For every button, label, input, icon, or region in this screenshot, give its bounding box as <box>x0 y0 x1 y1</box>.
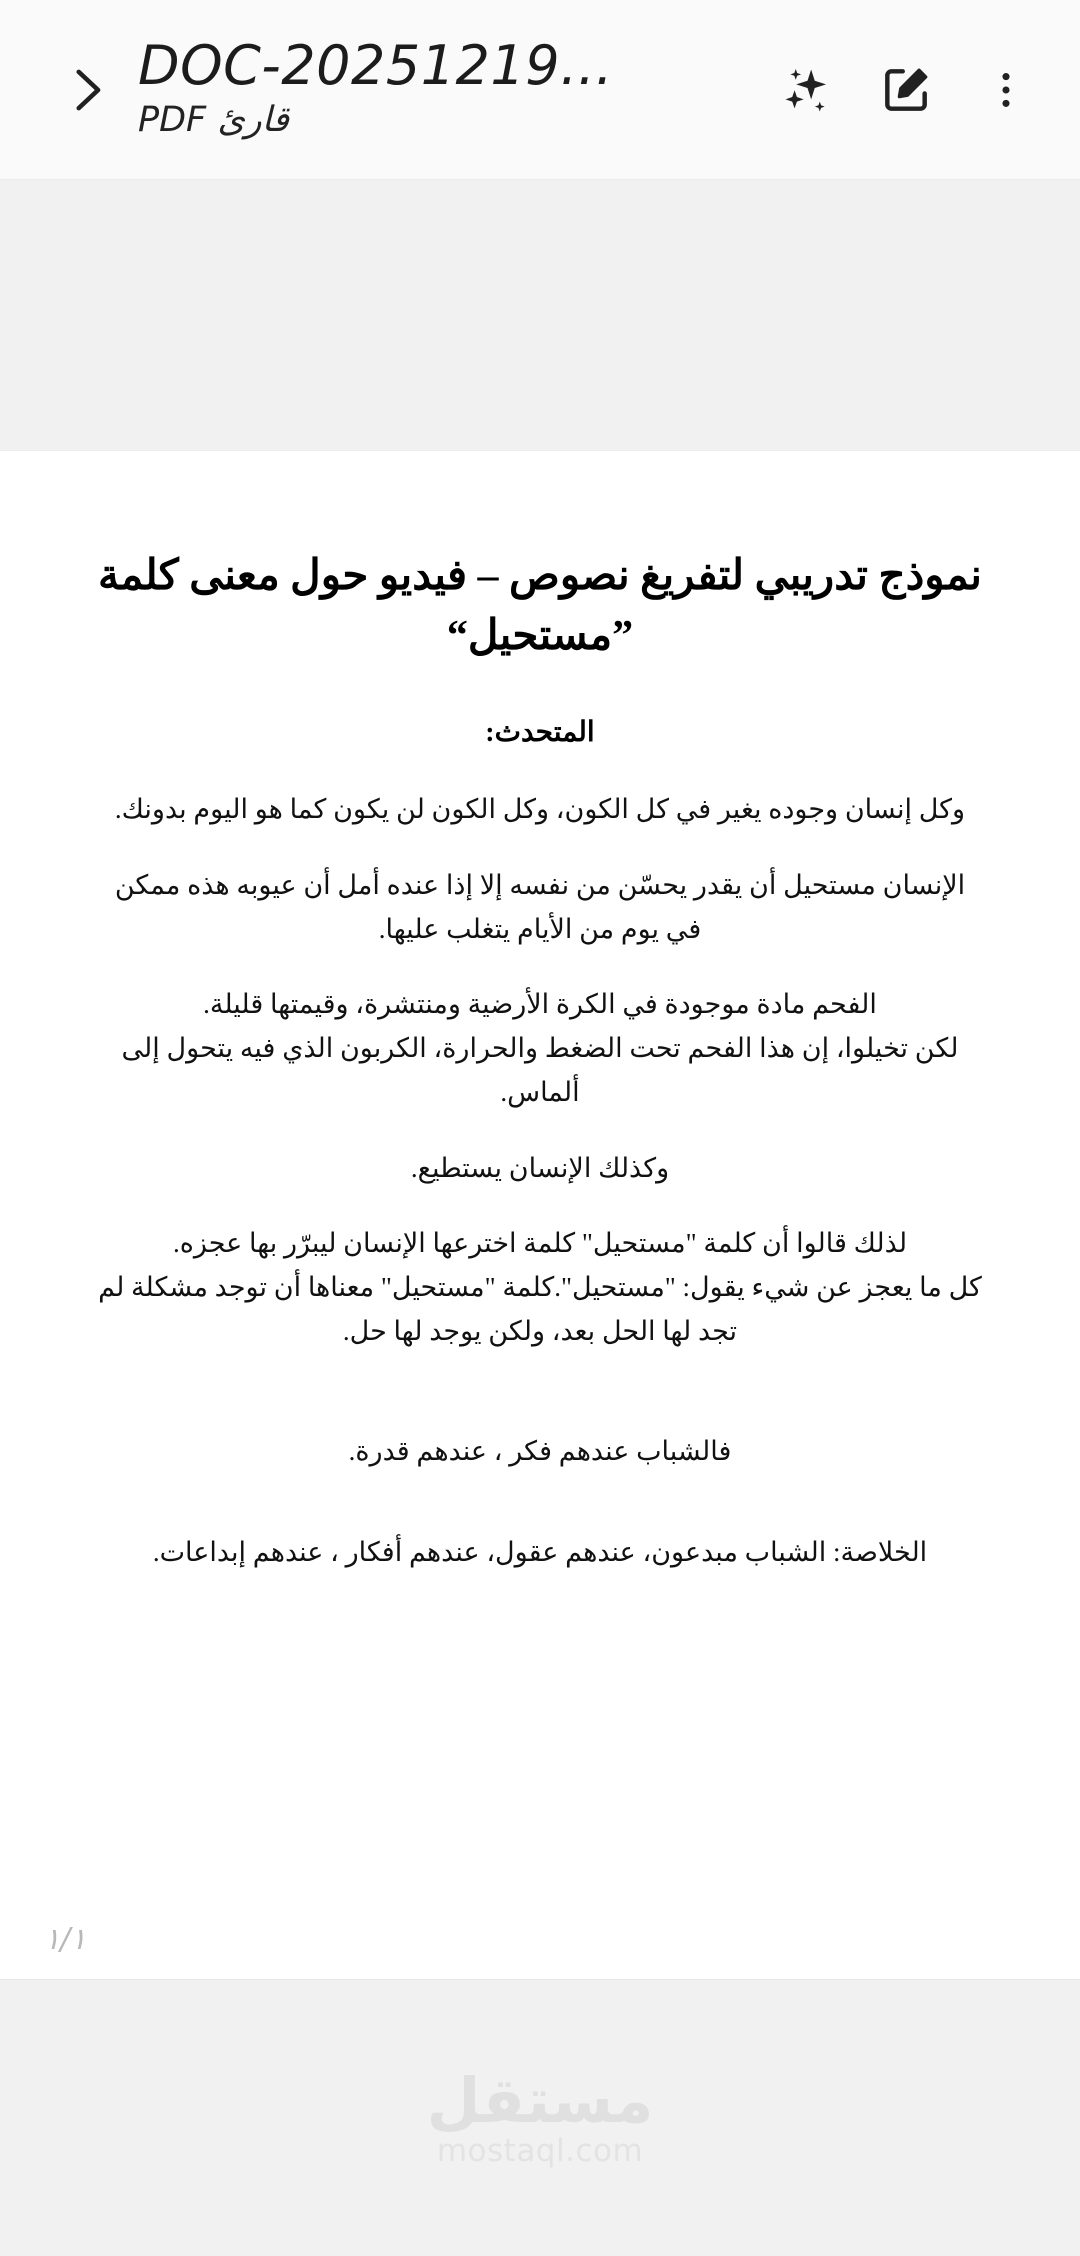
watermark-arabic-text: مستقل <box>426 2063 654 2137</box>
document-heading: نموذج تدريبي لتفريغ نصوص – فيديو حول معنى كلمة ”مستحيل“ <box>98 553 982 659</box>
document-paragraph: الخلاصة: الشباب مبدعون، عندهم عقول، عندهم أفكار ، عندهم إبداعات. <box>152 1537 928 1568</box>
document-paragraph: الإنسان مستحيل أن يقدر يحسّن من نفسه إلا إذا عنده أمل أن عيوبه هذه ممكن في يوم من الأيام يتغلب عليها. <box>114 869 966 944</box>
app-bar-navigation <box>40 44 132 136</box>
document-paragraph: فالشباب عندهم فكر ، عندهم قدرة. <box>348 1435 732 1466</box>
document-paragraph: وكل إنسان وجوده يغير في كل الكون، وكل الكون لن يكون كما هو اليوم بدونك. <box>114 794 966 825</box>
pdf-page-1[interactable] <box>0 450 1080 1980</box>
app-subtitle: قارئ PDF <box>138 100 290 141</box>
edit-square-icon <box>878 62 934 118</box>
app-bar-title-block <box>132 38 760 141</box>
document-paragraph: الفحم مادة موجودة في الكرة الأرضية ومنتشرة، وقيمتها قليلة. لكن تخيلوا، إن هذا الفحم تحت الضغط والحرارة، الكربون الذي فيه يتحول إلى ألماس. <box>121 989 959 1107</box>
edit-document-button[interactable] <box>860 44 952 136</box>
pdf-viewer[interactable] <box>0 180 1080 2256</box>
mostaql-watermark <box>426 2063 654 2169</box>
chevron-right-icon <box>57 61 115 119</box>
document-paragraph: وكذلك الإنسان يستطيع. <box>410 1152 670 1183</box>
document-file-name: DOC-20251219... <box>138 37 614 94</box>
document-paragraph: لذلك قالوا أن كلمة "مستحيل" كلمة اخترعها الإنسان ليبرّر بها عجزه. كل ما يعجز عن شيء يقول: "مستحيل".كلمة "مستحيل" معناها أن توجد مشكلة لم تجد لها الحل بعد، ولكن يوجد لها حل. <box>98 1228 982 1346</box>
watermark-domain-text: mostaql.com <box>436 2132 644 2169</box>
ai-sparkles-button[interactable] <box>760 44 852 136</box>
back-button[interactable] <box>40 44 132 136</box>
speaker-label: المتحدث: <box>485 717 595 749</box>
viewer-top-gutter <box>0 180 1080 450</box>
more-options-button[interactable] <box>960 44 1052 136</box>
viewer-bottom-gutter <box>0 1980 1080 2256</box>
page-indicator: ١/١ <box>44 1922 87 1957</box>
more-vertical-icon <box>983 67 1029 113</box>
sparkles-icon <box>778 62 834 118</box>
app-bar-actions <box>760 44 1052 136</box>
app-bar <box>0 0 1080 180</box>
